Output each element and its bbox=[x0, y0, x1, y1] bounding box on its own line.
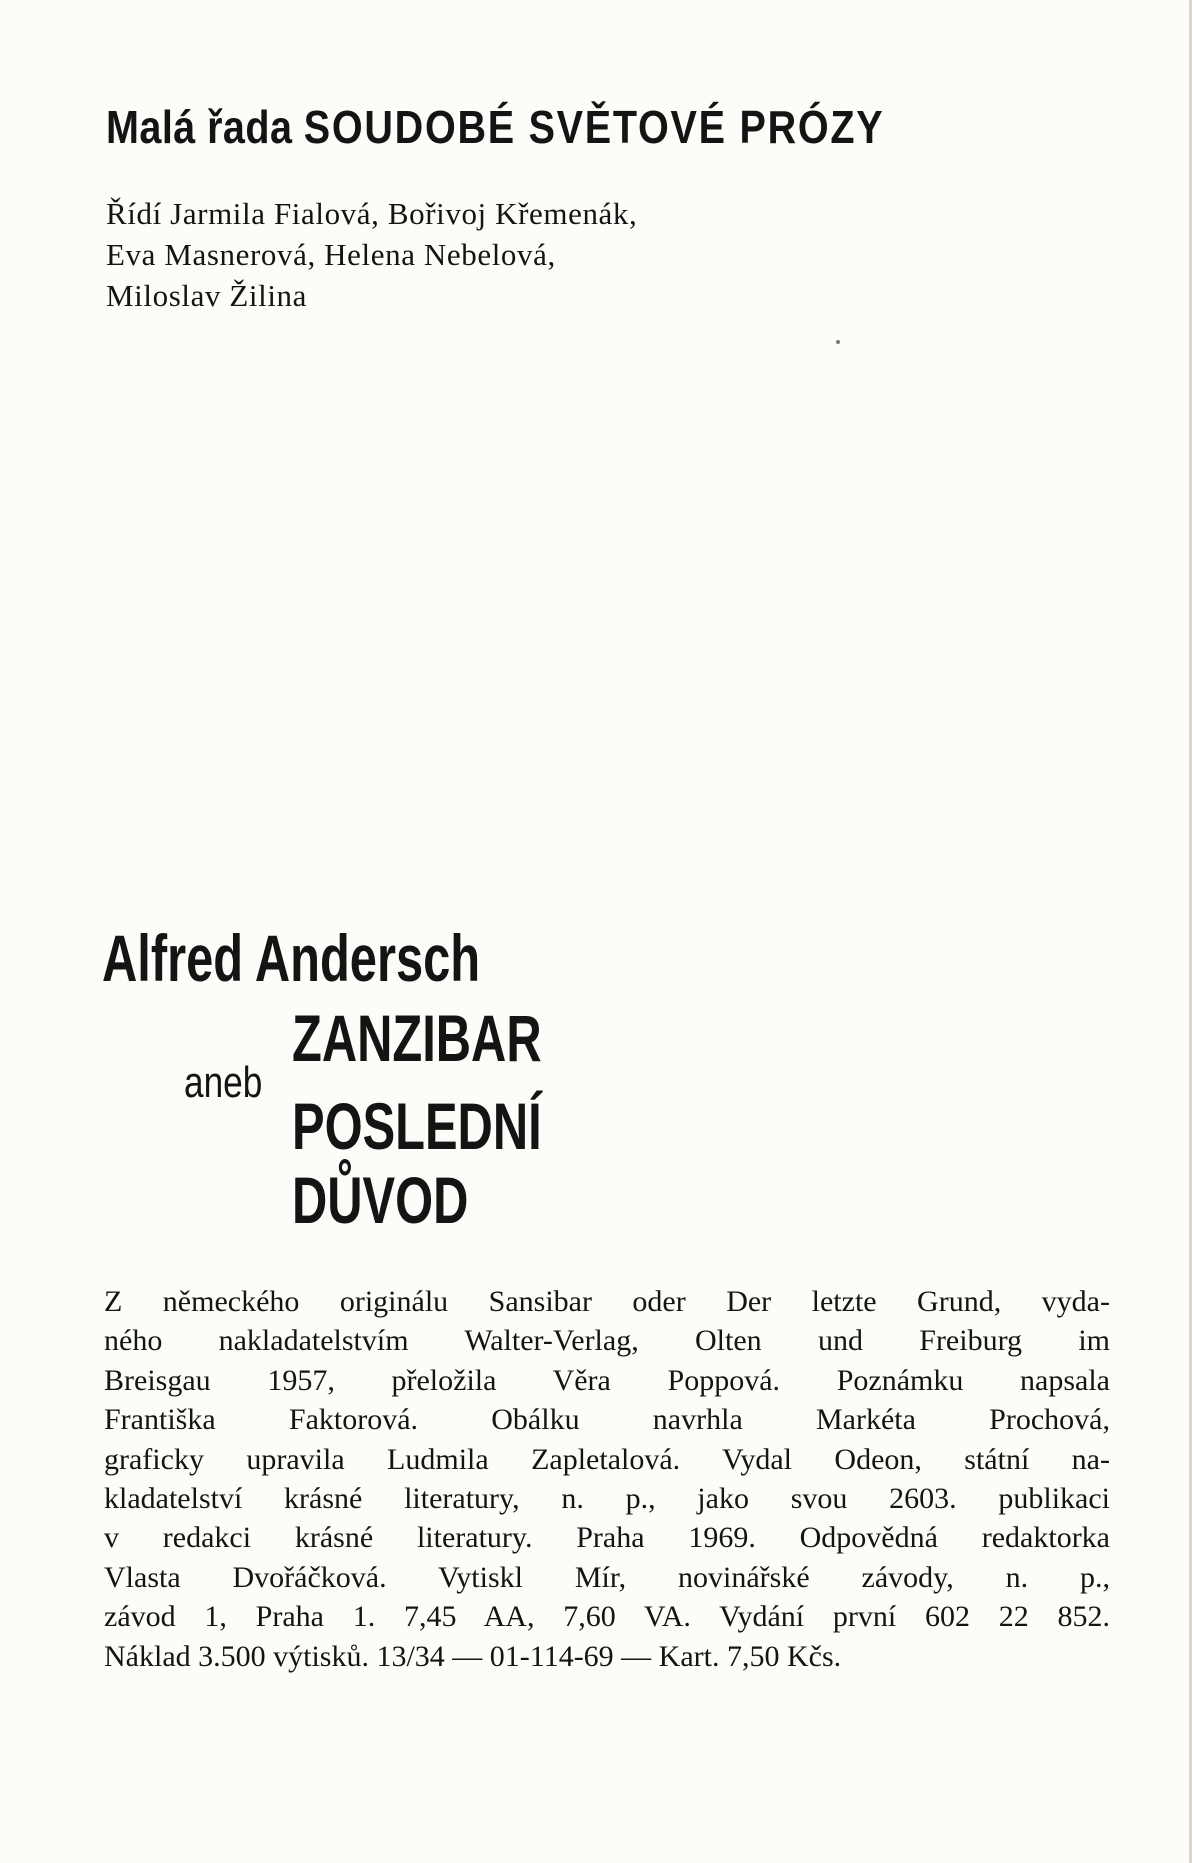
series-heading bbox=[106, 100, 884, 154]
imprint-line: Vlasta Dvořáčková. Vytiskl Mír, novinářské závody, n. p., bbox=[104, 1560, 1110, 1594]
editors-line: Řídí Jarmila Fialová, Bořivoj Křemenák, bbox=[106, 196, 638, 231]
paper-speck bbox=[836, 340, 840, 344]
editors-line: Miloslav Žilina bbox=[106, 278, 308, 313]
imprint-line: v redakci krásné literatury. Praha 1969. Odpovědná redaktorka bbox=[104, 1521, 1110, 1555]
series-name: SOUDOBÉ SVĚTOVÉ PRÓZY bbox=[303, 101, 885, 153]
title-line-posledni: POSLEDNÍ bbox=[292, 1089, 542, 1163]
imprint-line: Breisgau 1957, přeložila Věra Poppová. Poznámku napsala bbox=[104, 1363, 1110, 1397]
imprint-line: Z německého originálu Sansibar oder Der letzte Grund, vyda- bbox=[104, 1285, 1110, 1318]
imprint-line: Náklad 3.500 výtisků. 13/34 — 01-114-69 — Kart. 7,50 Kčs. bbox=[104, 1639, 842, 1673]
imprint-line: ného nakladatelstvím Walter-Verlag, Olten und Freiburg im bbox=[104, 1324, 1110, 1358]
imprint-line: závod 1, Praha 1. 7,45 AA, 7,60 VA. Vydání první 602 22 852. bbox=[104, 1600, 1110, 1634]
imprint-line: kladatelství krásné literatury, n. p., jako svou 2603. publikaci bbox=[104, 1481, 1110, 1515]
title-line-zanzibar: ZANZIBAR bbox=[292, 1001, 542, 1075]
series-prefix: Malá řada bbox=[106, 101, 293, 153]
author-name: Alfred Andersch bbox=[102, 921, 481, 995]
imprint-line: Františka Faktorová. Obálku navrhla Markéta Prochová, bbox=[104, 1403, 1110, 1437]
imprint-line: graficky upravila Ludmila Zapletalová. Vydal Odeon, státní na- bbox=[104, 1442, 1110, 1476]
editors-line: Eva Masnerová, Helena Nebelová, bbox=[106, 237, 556, 272]
title-connector: aneb bbox=[184, 1058, 263, 1107]
series-editors bbox=[106, 193, 637, 316]
imprint-text bbox=[104, 1282, 1110, 1676]
title-line-duvod: DŮVOD bbox=[292, 1163, 469, 1237]
